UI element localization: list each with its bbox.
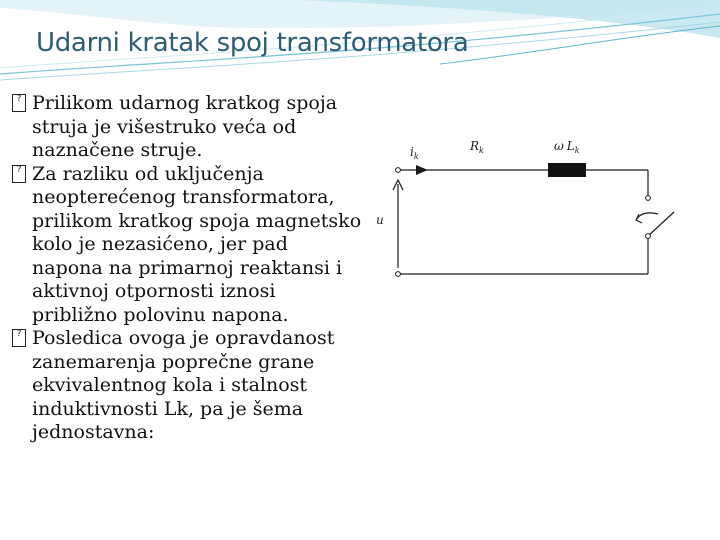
inductor-block (548, 163, 586, 177)
switch-contact-icon (646, 196, 651, 201)
terminal-icon (396, 168, 401, 173)
bullet-item (12, 163, 364, 328)
terminal-icon (396, 272, 401, 277)
short-circuit-equivalent-diagram (366, 128, 686, 288)
bullet-text: Za razliku od uključenja neopterećenog transformatora, prilikom kratkog spoja magnetsko kolo je nezasićeno, jer pad napona na primarnoj reaktansi i aktivnoj otpornosti iznosi približno polovinu napona. (32, 162, 362, 326)
missing-glyph-bullet-icon: ? (12, 329, 26, 347)
current-label: $i_k$ (410, 145, 419, 161)
resistor-label: $R_k$ (470, 139, 484, 155)
voltage-label: u (376, 213, 384, 227)
bullet-item (12, 327, 364, 445)
slide-title: Udarni kratak spoj transformatora (36, 28, 469, 58)
missing-glyph-bullet-icon: ? (12, 165, 26, 183)
inductor-label: ω $L_k$ (554, 139, 580, 155)
bullet-item (12, 92, 364, 163)
bullet-text: Prilikom udarnog kratkog spoja struja je višestruko veća od naznačene struje. (32, 92, 338, 161)
bullet-text: Posledica ovoga je opravdanost zanemarenja poprečne grane ekvivalentnog kola i stalnost induktivnosti Lk, pa je šema jednostavna: (32, 327, 335, 443)
missing-glyph-bullet-icon: ? (12, 94, 26, 112)
bullet-list (12, 92, 364, 445)
switch-contact-icon (646, 234, 651, 239)
